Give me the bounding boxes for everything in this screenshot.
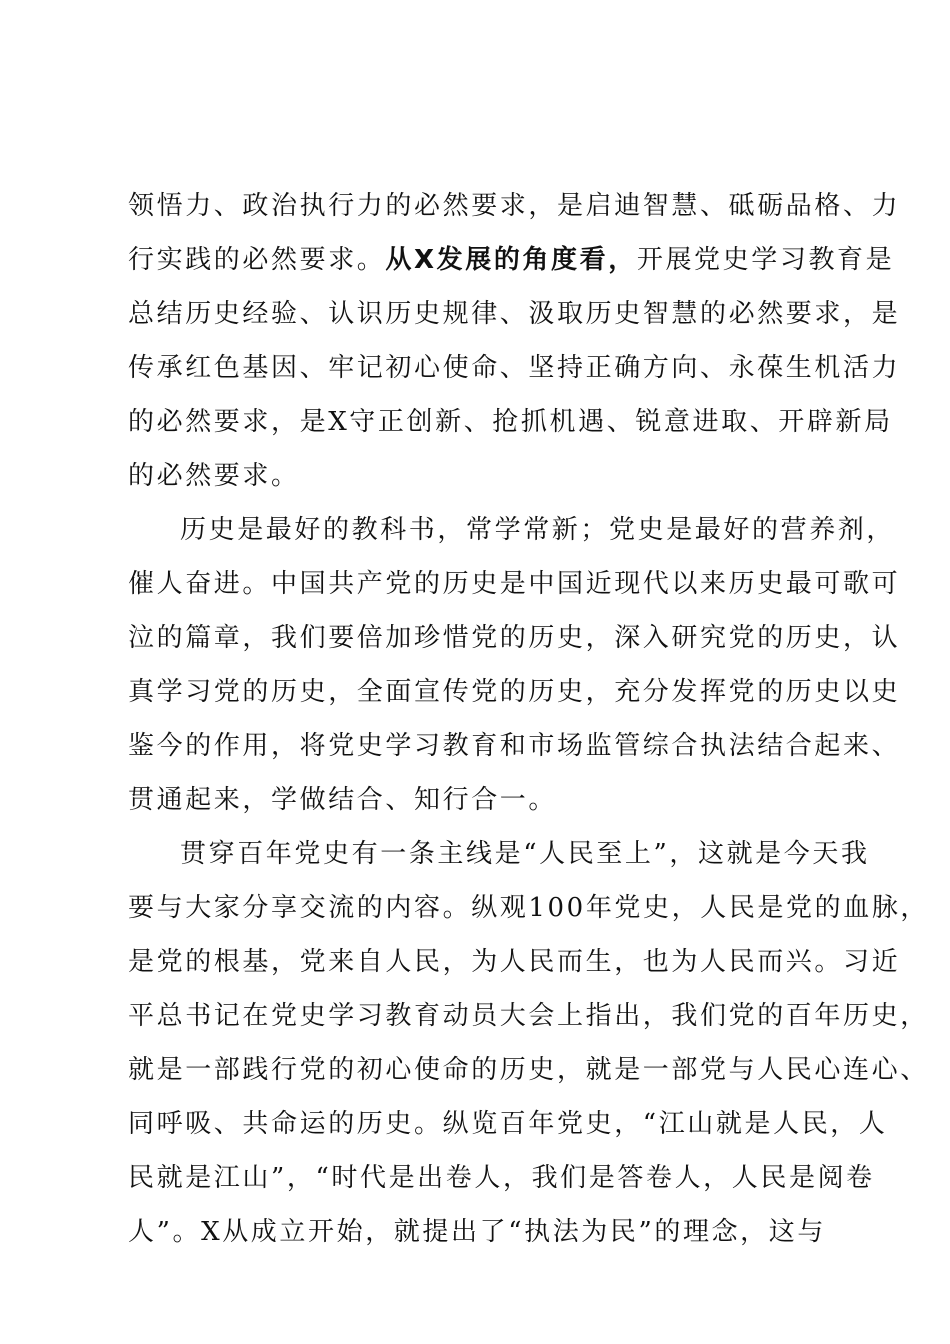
paragraph3-line4: 平总书记在党史学习教育动员大会上指出，我们党的百年历史， bbox=[128, 1001, 929, 1031]
paragraph1-line2-post: 开展党史学习教育是 bbox=[636, 245, 895, 275]
paragraph3-line8: 人”。X从成立开始，就提出了“执法为民”的理念，这与 bbox=[128, 1217, 826, 1247]
paragraph3-line3: 是党的根基，党来自人民，为人民而生，也为人民而兴。习近 bbox=[128, 947, 901, 977]
paragraph1-line3: 总结历史经验、认识历史规律、汲取历史智慧的必然要求，是 bbox=[128, 299, 901, 329]
paragraph2-line5: 鉴今的作用，将党史学习教育和市场监管综合执法结合起来、 bbox=[128, 731, 901, 761]
paragraph2-line1: 历史是最好的教科书，常学常新；党史是最好的营养剂， bbox=[180, 515, 896, 545]
paragraph2-line2: 催人奋进。中国共产党的历史是中国近现代以来历史最可歌可 bbox=[128, 569, 901, 599]
document-body bbox=[128, 179, 930, 1259]
paragraph1-line2 bbox=[128, 233, 895, 287]
paragraph1-line2-pre: 行实践的必然要求。 bbox=[128, 245, 386, 275]
paragraph3-line7: 民就是江山”，“时代是出卷人，我们是答卷人，人民是阅卷 bbox=[128, 1163, 875, 1193]
paragraph2-line4: 真学习党的历史，全面宣传党的历史，充分发挥党的历史以史 bbox=[128, 677, 901, 707]
paragraph1-line1: 领悟力、政治执行力的必然要求，是启迪智慧、砥砺品格、力 bbox=[128, 191, 901, 221]
paragraph1-line6: 的必然要求。 bbox=[128, 461, 300, 491]
paragraph1-line5: 的必然要求，是X守正创新、抢抓机遇、锐意进取、开辟新局 bbox=[128, 407, 893, 437]
paragraph3-line6: 同呼吸、共命运的历史。纵览百年党史，“江山就是人民，人 bbox=[128, 1109, 888, 1139]
paragraph1-bold-phrase: 从X发展的角度看， bbox=[385, 245, 637, 275]
paragraph3-line1: 贯穿百年党史有一条主线是“人民至上”，这就是今天我 bbox=[180, 839, 870, 869]
paragraph3-line2: 要与大家分享交流的内容。纵观100年党史，人民是党的血脉， bbox=[128, 893, 930, 923]
paragraph3-line5: 就是一部践行党的初心使命的历史，就是一部党与人民心连心、 bbox=[128, 1055, 929, 1085]
paragraph1-line4: 传承红色基因、牢记初心使命、坚持正确方向、永葆生机活力 bbox=[128, 353, 901, 383]
paragraph2-line3: 泣的篇章，我们要倍加珍惜党的历史，深入研究党的历史，认 bbox=[128, 623, 901, 653]
paragraph2-line6: 贯通起来，学做结合、知行合一。 bbox=[128, 785, 558, 815]
